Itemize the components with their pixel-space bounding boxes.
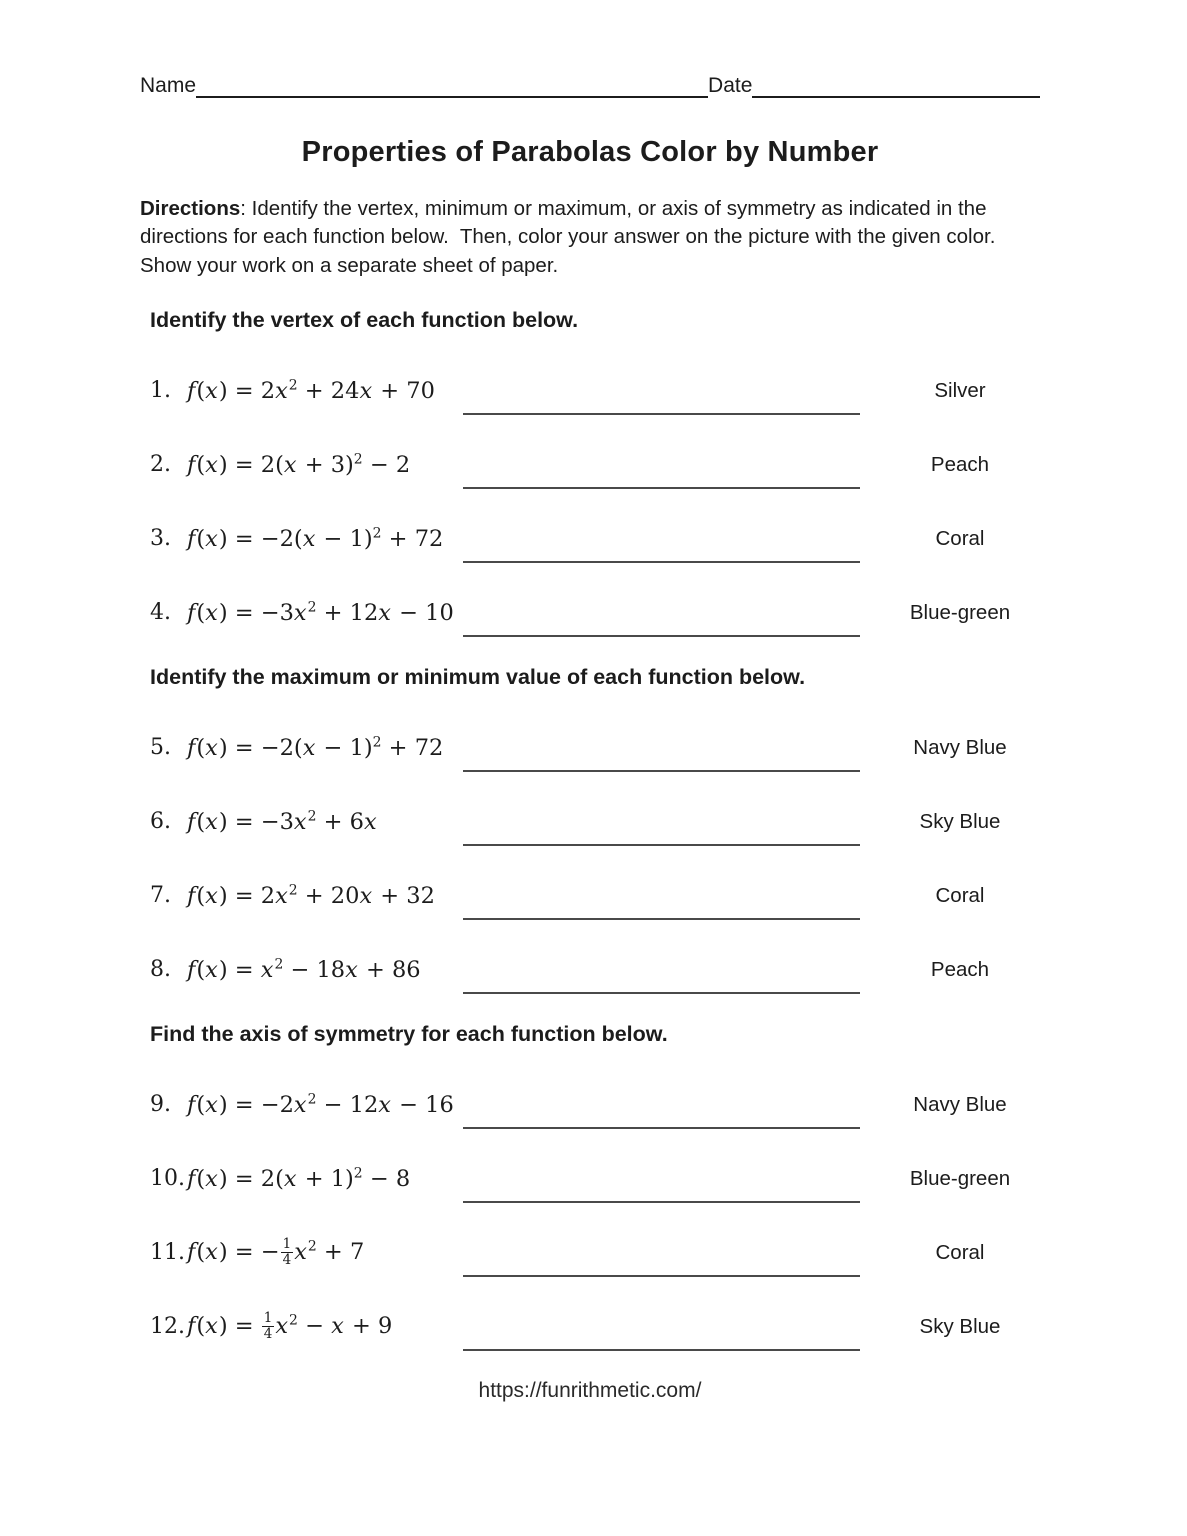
problem-equation: $f(x) = -2x^2 - 12x - 16$ xyxy=(187,1091,454,1118)
problem-number: 5. xyxy=(150,735,171,761)
problem-row xyxy=(150,1305,1040,1349)
problem-number: 2. xyxy=(150,452,171,478)
problem-row xyxy=(150,874,1040,918)
section-axis-of-symmetry xyxy=(140,1022,1040,1349)
section-heading: Identify the maximum or minimum value of each function below. xyxy=(150,664,806,689)
color-label: Peach xyxy=(930,957,990,981)
problem-row xyxy=(150,443,1040,487)
problem-number: 8. xyxy=(150,957,171,983)
footer-url: https://funrithmetic.com/ xyxy=(478,1378,702,1402)
answer-blank[interactable] xyxy=(463,457,860,489)
problem-equation: $f(x) = 2(x + 3)^2 - 2$ xyxy=(187,451,411,478)
color-label: Blue-green xyxy=(909,600,1011,624)
problem-equation: $f(x) = 2x^2 + 24x + 70$ xyxy=(187,377,435,404)
color-label: Coral xyxy=(935,883,985,907)
problem-equation: f(x) = $\frac{1}{4}$ $x^2 - x + 9$ xyxy=(187,1309,393,1343)
color-label: Coral xyxy=(935,526,985,550)
problem-equation: $f(x) = -3x^2 + 12x - 10$ xyxy=(187,599,454,626)
color-label: Sky Blue xyxy=(919,1314,1001,1338)
header-row xyxy=(140,70,1040,98)
problem-number: 7. xyxy=(150,883,171,909)
answer-blank[interactable] xyxy=(463,962,860,994)
date-blank-line[interactable] xyxy=(752,74,1040,98)
color-label: Silver xyxy=(934,378,986,402)
answer-blank[interactable] xyxy=(463,814,860,846)
answer-blank[interactable] xyxy=(463,740,860,772)
problem-row xyxy=(150,591,1040,635)
problem-number: 11. xyxy=(150,1240,185,1266)
color-label: Blue-green xyxy=(909,1166,1011,1190)
problem-equation: f(x) = − $\frac{1}{4}$ $x^2 + 7$ xyxy=(187,1235,365,1269)
problem-row xyxy=(150,726,1040,770)
problem-row xyxy=(150,948,1040,992)
problem-row xyxy=(150,1157,1040,1201)
problem-equation: $f(x) = -3x^2 + 6x$ xyxy=(187,808,377,835)
color-label: Navy Blue xyxy=(913,1092,1007,1116)
directions-text: : Identify the vertex, minimum or maximum, or axis of symmetry as indicated in the directions for each function below. Then, color your answer on the picture with the given color. Show your work on a separate sheet of paper. xyxy=(140,197,1002,277)
directions-label: Directions xyxy=(140,197,241,220)
problem-row xyxy=(150,800,1040,844)
color-label: Peach xyxy=(930,452,990,476)
color-label: Navy Blue xyxy=(913,735,1007,759)
answer-blank[interactable] xyxy=(463,605,860,637)
problem-number: 4. xyxy=(150,600,171,626)
problem-equation: $f(x) = 2(x + 1)^2 - 8$ xyxy=(187,1165,411,1192)
section-max-min xyxy=(140,665,1040,992)
section-vertex xyxy=(140,308,1040,635)
problem-number: 12. xyxy=(150,1314,185,1340)
problem-equation: $f(x) = x^2 - 18x + 86$ xyxy=(187,956,421,983)
problem-number: 3. xyxy=(150,526,171,552)
problem-row xyxy=(150,1231,1040,1275)
color-label: Coral xyxy=(935,1240,985,1264)
answer-blank[interactable] xyxy=(463,1097,860,1129)
page-title: Properties of Parabolas Color by Number xyxy=(301,136,879,168)
problem-row xyxy=(150,1083,1040,1127)
problem-number: 6. xyxy=(150,809,171,835)
problem-equation: $f(x) = -2(x - 1)^2 + 72$ xyxy=(187,525,444,552)
directions-paragraph xyxy=(140,195,1040,280)
answer-blank[interactable] xyxy=(463,1171,860,1203)
section-heading: Identify the vertex of each function below. xyxy=(150,307,579,332)
section-heading: Find the axis of symmetry for each function below. xyxy=(150,1021,668,1046)
problem-number: 10. xyxy=(150,1166,185,1192)
answer-blank[interactable] xyxy=(463,383,860,415)
problem-equation: $f(x) = -2(x - 1)^2 + 72$ xyxy=(187,734,444,761)
answer-blank[interactable] xyxy=(463,1245,860,1277)
answer-blank[interactable] xyxy=(463,888,860,920)
problem-number: 9. xyxy=(150,1092,171,1118)
name-label: Name xyxy=(140,74,197,97)
problem-row xyxy=(150,369,1040,413)
answer-blank[interactable] xyxy=(463,1319,860,1351)
date-label: Date xyxy=(708,74,753,97)
problem-row xyxy=(150,517,1040,561)
problem-equation: $f(x) = 2x^2 + 20x + 32$ xyxy=(187,882,435,909)
color-label: Sky Blue xyxy=(919,809,1001,833)
problem-number: 1. xyxy=(150,378,171,404)
name-blank-line[interactable] xyxy=(196,74,708,98)
answer-blank[interactable] xyxy=(463,531,860,563)
